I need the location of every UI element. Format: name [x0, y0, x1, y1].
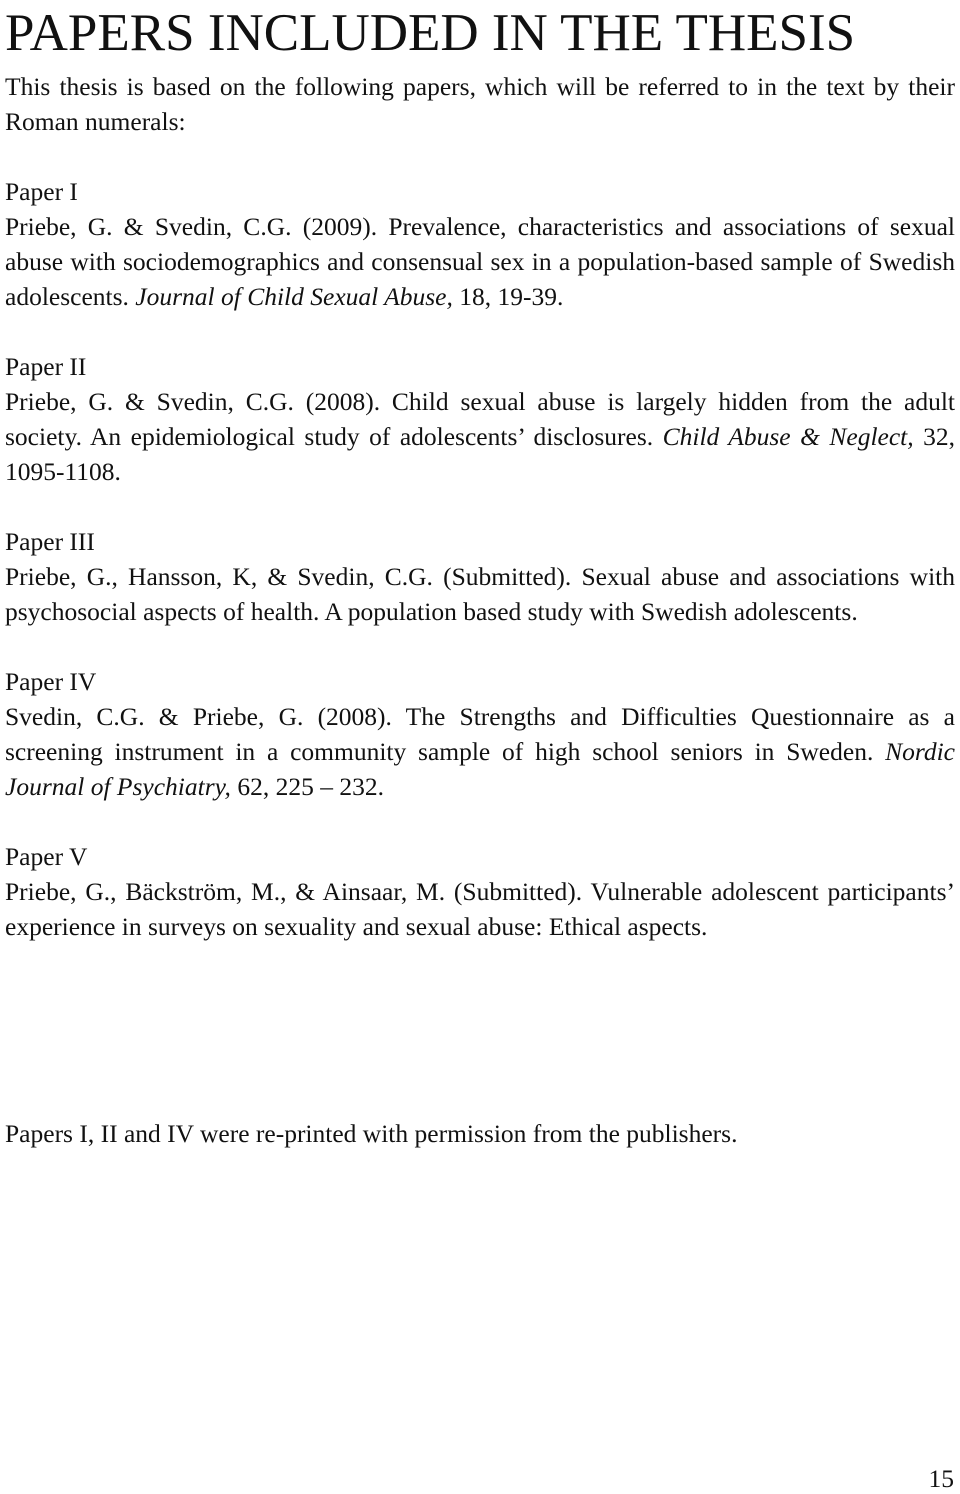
paper-heading: Paper II [5, 352, 87, 381]
journal-name: Nordic Journal of Psychiatry, [5, 737, 955, 801]
journal-name: Child Abuse & Neglect, [662, 422, 914, 451]
intro-paragraph: This thesis is based on the following papers, which will be referred to in the text by their Roman numerals: [5, 72, 955, 136]
page-title: PAPERS INCLUDED IN THE THESIS [5, 4, 856, 62]
paper-entry-5 [5, 839, 955, 944]
paper-entry-1 [5, 174, 955, 314]
paper-entry-4 [5, 664, 955, 804]
paper-heading: Paper III [5, 527, 95, 556]
paper-citation [5, 209, 955, 314]
paper-entry-3 [5, 524, 955, 629]
paper-citation: Priebe, G., Bäckström, M., & Ainsaar, M. (Submitted). Vulnerable adolescent participants’ experience in surveys on sexuality and sexual abuse: Ethical aspects. [5, 877, 955, 941]
citation-volume: 18, 19-39. [452, 282, 564, 311]
citation-volume: 32, 1095-1108. [5, 422, 955, 486]
document-page [5, 0, 955, 944]
paper-heading: Paper I [5, 177, 78, 206]
paper-citation: Priebe, G., Hansson, K, & Svedin, C.G. (Submitted). Sexual abuse and associations with psychosocial aspects of health. A population based study with Swedish adolescents. [5, 562, 955, 626]
citation-text: Priebe, G. & Svedin, C.G. (2008). Child sexual abuse is largely hidden from the adult society. An epidemiological study of adolescents’ disclosures. [5, 387, 955, 451]
paper-citation [5, 699, 955, 804]
citation-text: Priebe, G. & Svedin, C.G. (2009). Prevalence, characteristics and associations of sexual abuse with sociodemographics and consensual sex in a population-based sample of Swedish adolescents. [5, 212, 955, 311]
citation-text: Svedin, C.G. & Priebe, G. (2008). The Strengths and Difficulties Questionnaire as a screening instrument in a community sample of high school seniors in Sweden. [5, 702, 955, 766]
paper-heading: Paper V [5, 842, 88, 871]
paper-heading: Paper IV [5, 667, 97, 696]
page-number: 15 [928, 1464, 954, 1493]
citation-volume: 62, 225 – 232. [230, 772, 384, 801]
journal-name: Journal of Child Sexual Abuse, [135, 282, 453, 311]
paper-citation [5, 384, 955, 489]
paper-entry-2 [5, 349, 955, 489]
permission-note: Papers I, II and IV were re-printed with permission from the publishers. [5, 1119, 738, 1148]
